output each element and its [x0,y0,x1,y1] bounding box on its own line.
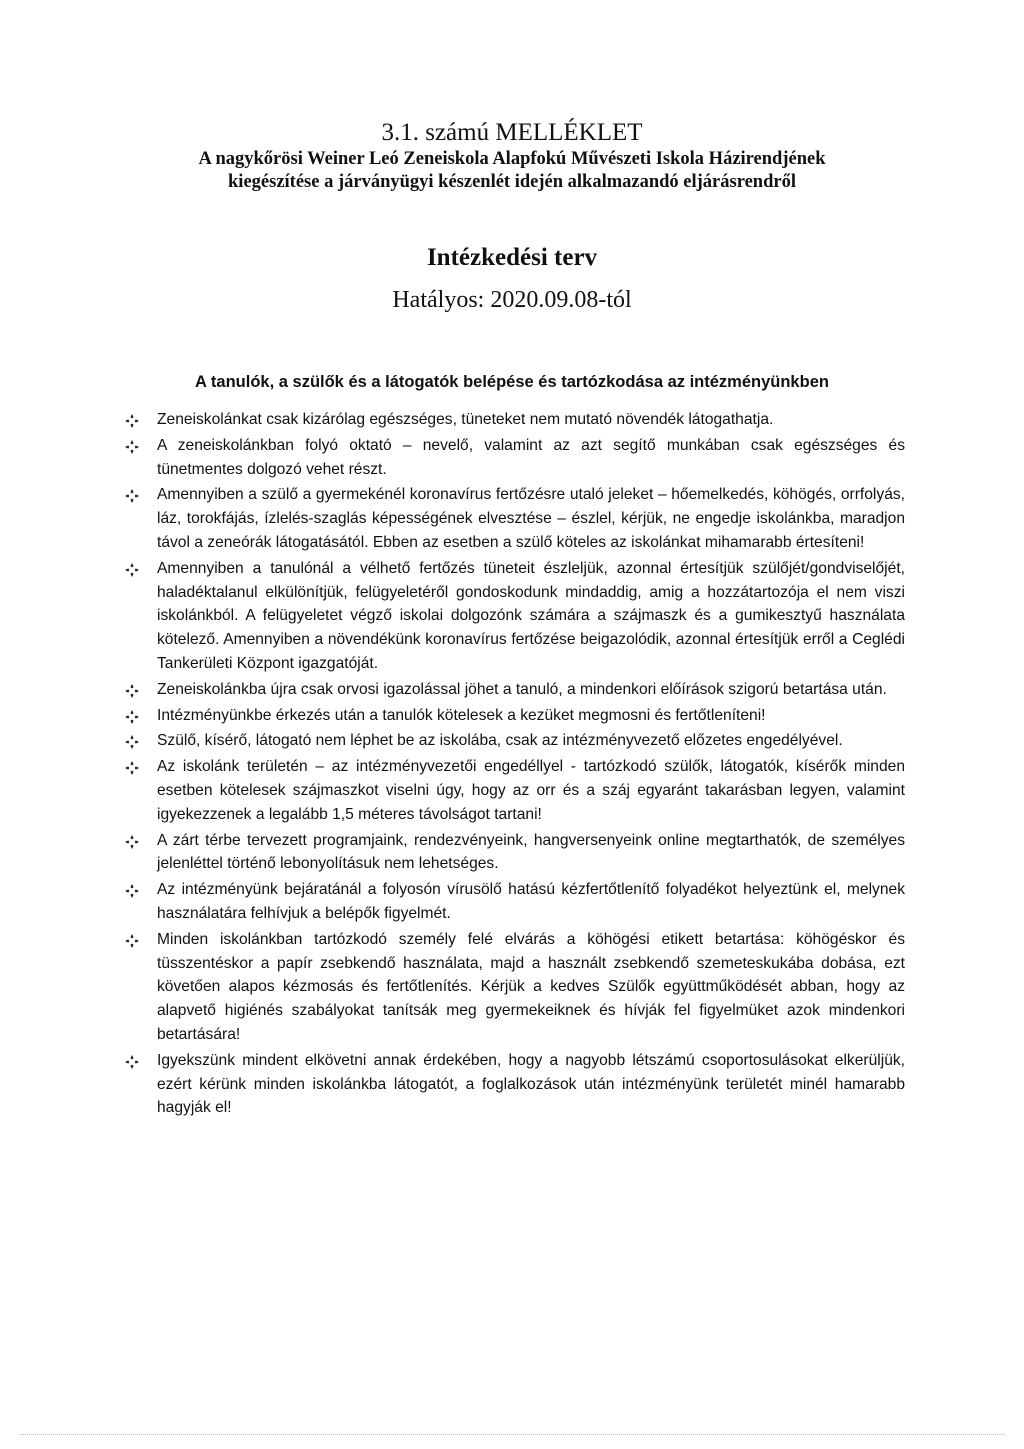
list-item [120,434,905,482]
diamond-dots-icon [124,760,140,776]
list-item [120,755,905,826]
plan-title: Intézkedési terv [426,244,598,271]
list-item-text: Igyekszünk mindent elkövetni annak érdekében, hogy a nagyobb létszámú csoportosulásokat elkerüljük, ezért kérünk minden iskolánkba látogatót, a foglalkozások után intézményünk területét minél hamarabb hagyják el! [157,1051,905,1117]
list-item [120,928,905,1047]
diamond-dots-icon [124,1054,140,1070]
diamond-dots-icon [124,883,140,899]
list-item-text: Szülő, kísérő, látogató nem léphet be az iskolába, csak az intézményvezető előzetes engedélyével. [157,732,843,750]
list-item-text: Amennyiben a szülő a gyermekénél koronavírus fertőzésre utaló jeleket – hőemelkedés, köhögés, orrfolyás, láz, torokfájás, ízlelés-szaglás képességének elvesztése – észlel, kérjük, ne engedje iskolánkba, maradjon távol a zeneórák látogatásától. Ebben az esetben a szülő köteles az iskolánkat mihamarabb értesíteni! [157,486,905,551]
diamond-dots-icon [124,413,140,429]
rules-list [120,408,905,1122]
diamond-dots-icon [124,683,140,699]
list-item [120,729,905,753]
document-header [0,118,1024,194]
diamond-dots-icon [124,488,140,504]
list-item [120,704,905,728]
annex-title: 3.1. számú MELLÉKLET [381,119,643,146]
list-item [120,1049,905,1120]
section-title: A tanulók, a szülők és a látogatók belépése és tartózkodása az intézményünkben [195,373,829,391]
list-item-text: A zeneiskolánkban folyó oktató – nevelő, valamint az azt segítő munkában csak egészséges és tünetmentes dolgozó vehet részt. [157,436,905,478]
list-item [120,408,905,432]
list-item [120,557,905,676]
effective-date: Hatályos: 2020.09.08-tól [392,287,632,313]
diamond-dots-icon [124,562,140,578]
list-item-text: Az iskolánk területén – az intézményvezetői engedéllyel - tartózkodó szülők, látogatók, kísérők minden esetben kötelesek szájmaszkot viselni úgy, hogy az orr és a száj egyaránt takarásban legyen, valamint igyekezzenek a legalább 1,5 méteres távolságot tartani! [157,758,905,823]
list-item-text: Intézményünkbe érkezés után a tanulók kötelesek a kezüket megmosni és fertőtleníteni! [157,706,766,724]
list-item-text: Az intézményünk bejáratánál a folyosón vírusölő hatású kézfertőtlenítő folyadékot helyeztünk el, melynek használatára felhívjuk a belépők figyelmét. [157,881,905,922]
list-item [120,483,905,554]
list-item-text: Minden iskolánkban tartózkodó személy felé elvárás a köhögési etikett betartása: köhögéskor és tüsszentéskor a papír zsebkendő használata, majd a használt zsebkendő szemeteskukába dobása, ezt követően alapos kézmosás és fertőtlenítés. Kérjük a kedves Szülők együttműködését abban, hogy az alapvető higiénés szabályokat tanítsák meg gyermekeiknek és hívják fel figyelmüket azok mindenkori betartására! [157,930,905,1043]
annex-subtitle-line-2: kiegészítése a járványügyi készenlét idején alkalmazandó eljárásrendről [228,172,796,192]
diamond-dots-icon [124,834,140,850]
list-item [120,678,905,702]
list-item-text: Zeneiskolánkba újra csak orvosi igazolással jöhet a tanuló, a mindenkori előírások szigorú betartása után. [157,680,887,698]
list-item [120,878,905,926]
list-item [120,829,905,877]
list-item-text: Amennyiben a tanulónál a vélhető fertőzés tüneteit észleljük, azonnal értesítjük szülőjét/gondviselőjét, haladéktalanul elkülönítjük, felügyeletéről gondoskodunk mindaddig, amig a hozzátartozója el nem viszi iskolánkból. A felügyeletet végző iskolai dolgozónk számára a szájmaszk és a gumikesztyű használata kötelező. Amennyiben a növendékünk koronavírus fertőzése beigazolódik, azonnal értesítjük erről a Ceglédi Tankerületi Központ igazgatóját. [157,559,905,672]
diamond-dots-icon [124,439,140,455]
list-item-text: Zeneiskolánkat csak kizárólag egészséges, tüneteket nem mutató növendék látogathatja. [157,411,774,428]
list-item-text: A zárt térbe tervezett programjaink, rendezvényeink, hangversenyeink online megtarthatók, de személyes jelenléttel történő lebonyolításuk nem lehetséges. [157,831,905,873]
diamond-dots-icon [124,933,140,949]
diamond-dots-icon [124,709,140,725]
scan-edge-line [20,1434,1004,1435]
annex-subtitle-line-1: A nagykőrösi Weiner Leó Zeneiskola Alapfokú Művészeti Iskola Házirendjének [198,149,826,169]
diamond-dots-icon [124,734,140,750]
